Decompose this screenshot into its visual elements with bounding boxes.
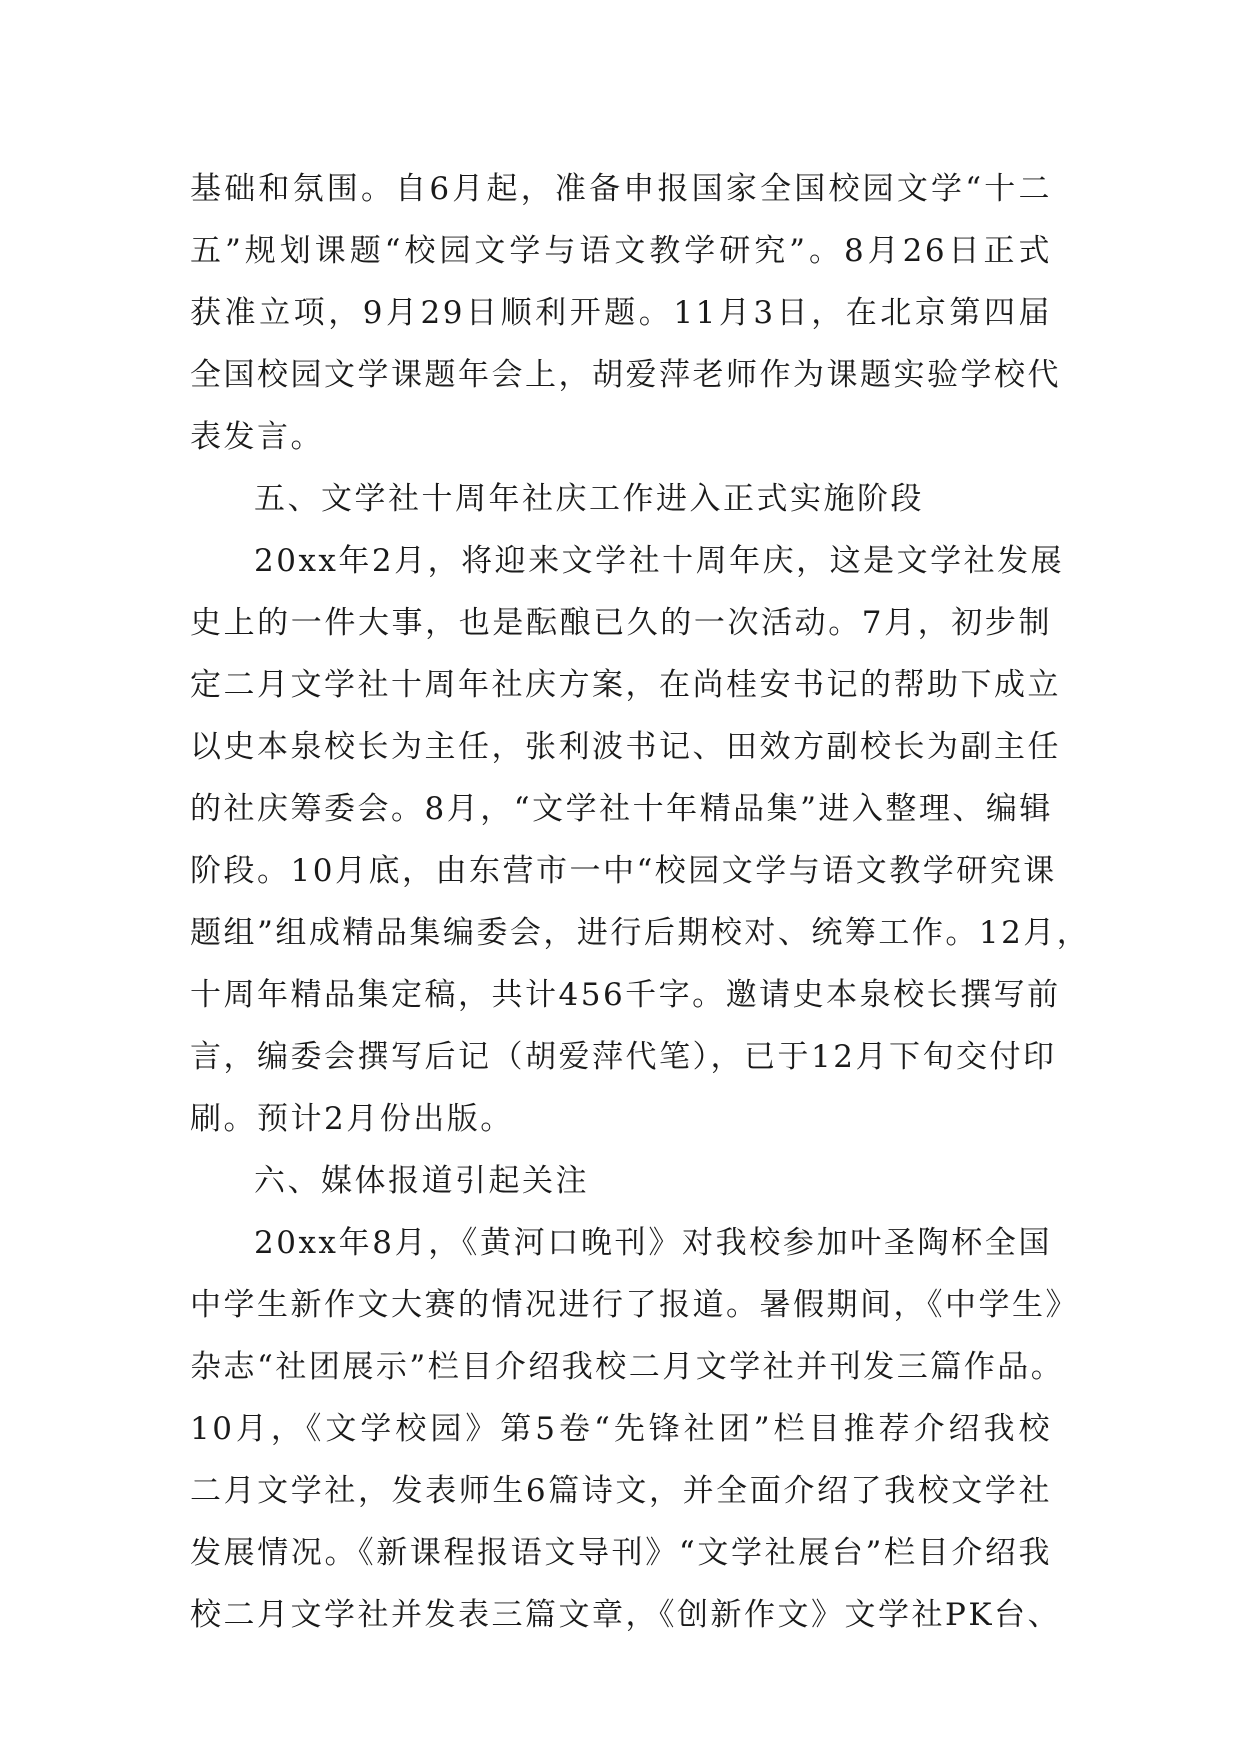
paragraph-line: 十周年精品集定稿，共计456千字。邀请史本泉校长撰写前 xyxy=(190,977,1061,1013)
paragraph-line: 发展情况。《新课程报语文导刊》“文学社展台”栏目介绍我 xyxy=(190,1535,1052,1571)
paragraph-line: 20xx年8月，《黄河口晚刊》对我校参加叶圣陶杯全国 xyxy=(254,1225,1052,1261)
paragraph-line: 杂志“社团展示”栏目介绍我校二月文学社并刊发三篇作品。 xyxy=(190,1349,1065,1385)
paragraph-line: 以史本泉校长为主任，张利波书记、田效方副校长为副主任 xyxy=(190,729,1061,765)
document-body xyxy=(190,158,1091,1646)
paragraph-line: 言，编委会撰写后记（胡爱萍代笔），已于12月下旬交付印 xyxy=(190,1039,1057,1075)
paragraph-line: 10月，《文学校园》第5卷“先锋社团”栏目推荐介绍我校 xyxy=(190,1411,1052,1447)
paragraph-line: 题组”组成精品集编委会，进行后期校对、统筹工作。12月， xyxy=(190,915,1091,951)
paragraph-line: 基础和氛围。自6月起，准备申报国家全国校园文学“十二 xyxy=(190,171,1052,207)
paragraph-line: 刷。预计2月份出版。 xyxy=(190,1101,514,1137)
paragraph-line: 阶段。10月底，由东营市一中“校园文学与语文教学研究课 xyxy=(190,853,1057,889)
section-heading: 五、文学社十周年社庆工作进入正式实施阶段 xyxy=(254,481,924,517)
paragraph-line: 二月文学社，发表师生6篇诗文，并全面介绍了我校文学社 xyxy=(190,1473,1052,1509)
paragraph-line: 获准立项，9月29日顺利开题。11月3日，在北京第四届 xyxy=(190,295,1052,331)
paragraph-line: 定二月文学社十周年社庆方案，在尚桂安书记的帮助下成立 xyxy=(190,667,1061,703)
paragraph-line: 全国校园文学课题年会上，胡爱萍老师作为课题实验学校代 xyxy=(190,357,1061,393)
paragraph-line: 20xx年2月，将迎来文学社十周年庆，这是文学社发展 xyxy=(254,543,1065,579)
paragraph-line: 的社庆筹委会。8月，“文学社十年精品集”进入整理、编辑 xyxy=(190,791,1053,827)
paragraph-line: 表发言。 xyxy=(190,419,324,455)
paragraph-line: 中学生新作文大赛的情况进行了报道。暑假期间，《中学生》 xyxy=(190,1287,1079,1323)
section-heading: 六、媒体报道引起关注 xyxy=(254,1163,589,1199)
paragraph-line: 史上的一件大事，也是酝酿已久的一次活动。7月，初步制 xyxy=(190,605,1052,641)
paragraph-line: 校二月文学社并发表三篇文章，《创新作文》文学社PK台、 xyxy=(190,1597,1062,1633)
paragraph-line: 五”规划课题“校园文学与语文教学研究”。8月26日正式 xyxy=(190,233,1052,269)
